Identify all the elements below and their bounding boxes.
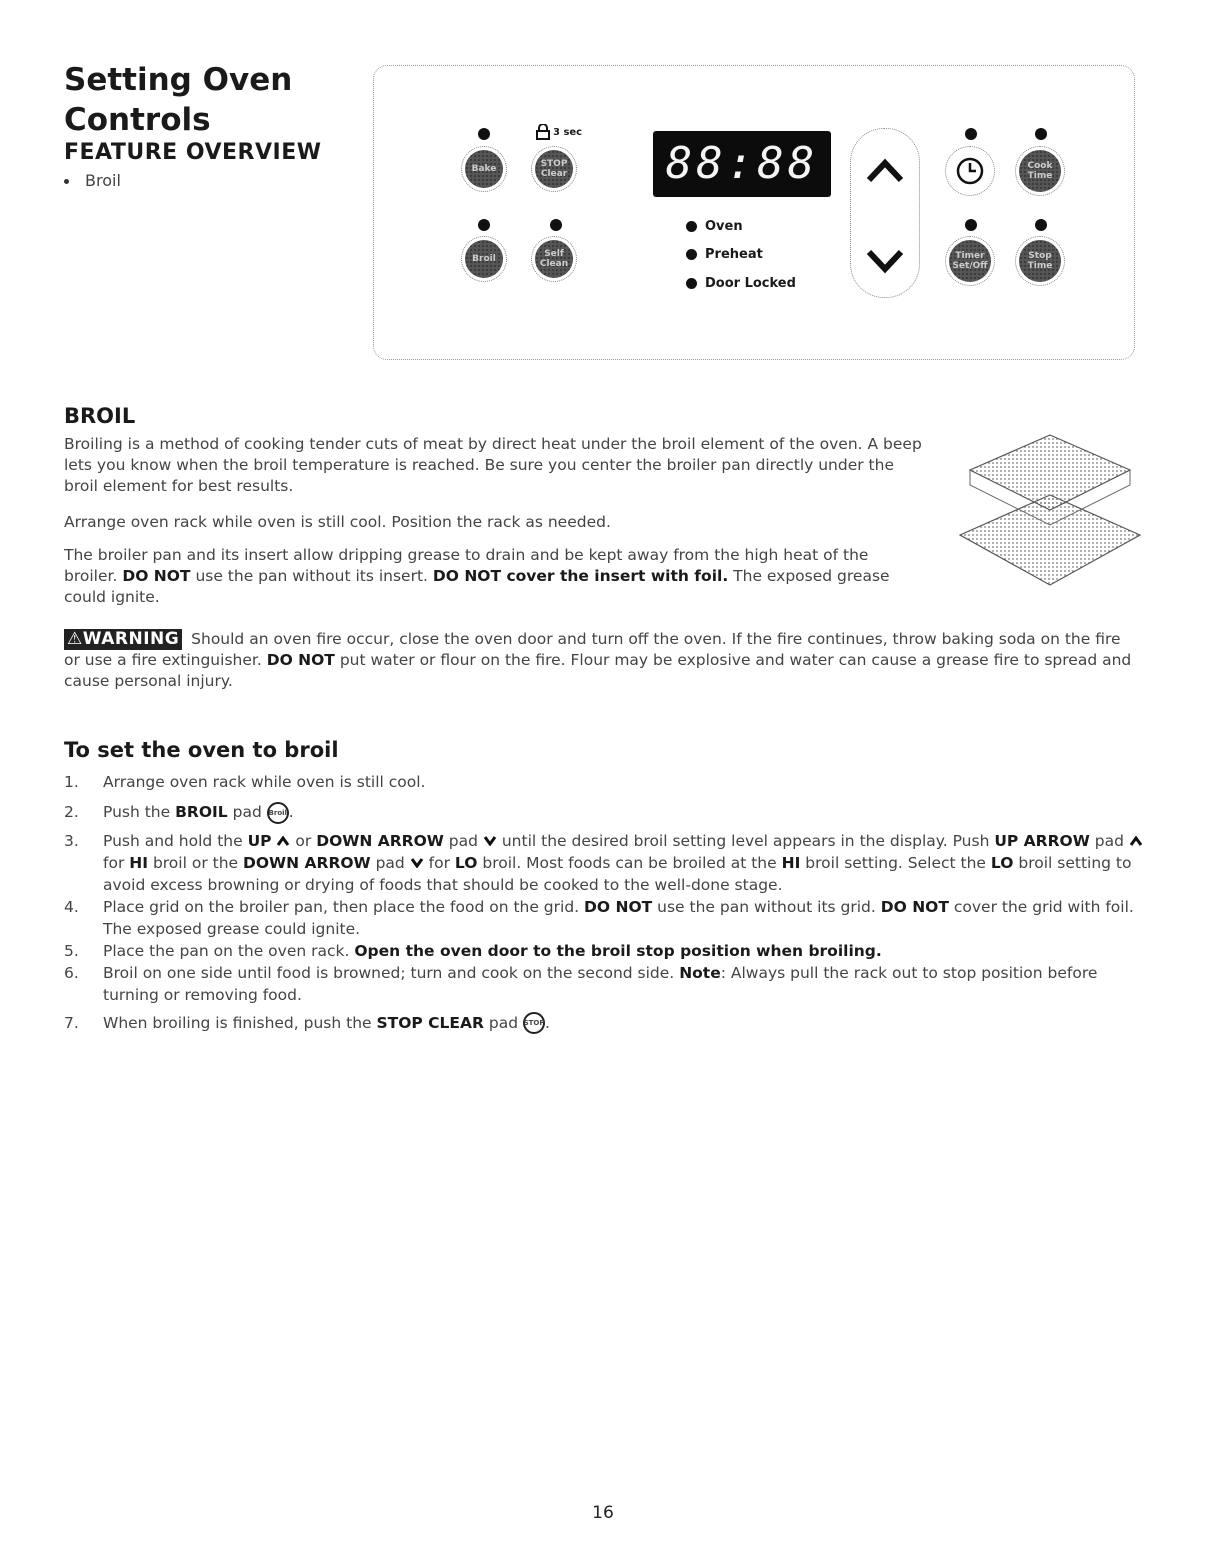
step-number: 1. [64,773,79,791]
down-arrow-icon [865,248,905,274]
text-run: for [103,853,125,872]
text-emphasis: DO NOT [266,651,335,669]
down-arrow-icon [483,836,497,846]
step-number: 7. [64,1013,79,1032]
up-arrow-icon [276,836,290,846]
led-indicator [965,128,977,140]
text-run: broil. Most foods can be broiled at the [482,853,777,872]
list-item [64,771,1144,793]
list-item: 7. When broiling is finished, push the STOP CLEAR pad STOP. [64,1012,1144,1035]
text-run: Arrange oven rack while oven is still cool. [103,773,426,791]
text-emphasis: DO NOT [880,897,949,916]
led-indicator [965,219,977,231]
warning-label: WARNING [82,629,180,649]
cook-time-pad-label: Cook Time [1019,150,1061,192]
list-item: 2. Push the BROIL pad Broil . [64,801,1144,824]
self-clean-pad-label: Self Clean [535,240,573,278]
led-indicator [478,219,490,231]
list-item [64,896,1144,940]
down-arrow-icon [410,858,424,868]
text-run: broil setting to avoid excess browning or drying of foods that should be cooked to the well-done stage. [103,853,1132,894]
broil-pad-icon: Broil [267,802,289,824]
broil-paragraph-2: Arrange oven rack while oven is still cool. Position the rack as needed. [64,513,611,531]
text-emphasis: DO NOT [122,567,191,585]
text-run: pad [1094,831,1124,850]
text-run: use the pan without its insert. [195,567,428,585]
bake-pad[interactable] [461,146,507,192]
text-run: Broil on one side until food is browned; turn and cook on the second side. [103,963,675,982]
list-item [64,940,1144,962]
step-number: 3. [64,831,79,850]
text-emphasis: DOWN ARROW [316,831,444,850]
step-number: 2. [64,803,79,821]
step-number: 6. [64,963,79,982]
text-emphasis: UP [247,831,272,850]
preheat-indicator-label: Preheat [705,247,763,262]
text-run: When broiling is finished, push the [103,1013,372,1032]
up-arrow-pad[interactable] [855,141,915,201]
text-run: Push the [103,803,171,821]
stop-clear-pad-icon: STOP [523,1012,545,1034]
timer-pad[interactable] [945,236,995,286]
broil-pad[interactable] [461,236,507,282]
text-run: pad [448,831,478,850]
text-run: broil setting. Select the [805,853,986,872]
broiler-pan-illustration [955,425,1145,595]
stop-clear-pad-label: STOP Clear [535,150,573,188]
section-subtitle: FEATURE OVERVIEW [64,140,322,165]
stop-time-pad-label: Stop Time [1019,240,1061,282]
text-emphasis: DO NOT [584,897,653,916]
clock-pad[interactable] [945,146,995,196]
text-run: put water or flour on the fire. Flour may be explosive and water can cause a grease fire to spread and cause personal injury. [64,651,1132,690]
led-indicator [478,128,490,140]
text-run: pad [488,1013,519,1032]
text-run: use the pan without its grid. [657,897,876,916]
oven-indicator-label: Oven [705,219,743,234]
broil-steps-list [64,771,1144,1034]
text-run: The broiler pan and its insert allow dripping grease to drain and be kept away from the high heat of the broiler. [64,546,869,585]
up-arrow-icon [1129,836,1143,846]
broil-pad-label: Broil [465,240,503,278]
broil-paragraph-3 [64,545,924,608]
text-emphasis: STOP CLEAR [376,1013,484,1032]
led-indicator [550,219,562,231]
up-arrow-icon [865,158,905,184]
broil-heading: BROIL [64,404,136,428]
oven-indicator [686,219,743,234]
stop-clear-pad[interactable] [531,146,577,192]
bake-pad-label: Bake [465,150,503,188]
text-run: The exposed grease could ignite. [64,567,890,606]
led-indicator [1035,128,1047,140]
text-run: Place the pan on the oven rack. [103,941,350,960]
door-locked-indicator [686,276,796,291]
door-locked-indicator-label: Door Locked [705,276,796,291]
text-emphasis: BROIL [175,803,228,821]
clock-icon [955,156,985,186]
digital-display: 88:88 [653,131,831,197]
text-run: : Always pull the rack out to stop position before turning or removing food. [103,963,1098,1004]
page-title: Setting Oven Controls [64,62,293,138]
lock-icon [536,124,550,144]
text-run: Place grid on the broiler pan, then place the food on the grid. [103,897,580,916]
text-run: pad [375,853,405,872]
text-run: until the desired broil setting level appears in the display. Push [501,831,990,850]
control-panel-illustration [373,65,1135,360]
text-emphasis: LO [454,853,478,872]
text-run: pad [232,803,262,821]
self-clean-pad[interactable] [531,236,577,282]
down-arrow-pad[interactable] [855,231,915,291]
step-number: 4. [64,897,79,916]
text-emphasis: UP ARROW [994,831,1090,850]
preheat-indicator [686,247,763,262]
timer-pad-label: Timer Set/Off [949,240,991,282]
list-item [64,830,1144,896]
text-run: Should an oven fire occur, close the oven door and turn off the oven. If the fire continues, throw baking soda on the fire or use a fire extinguisher. [64,630,1121,669]
howto-heading: To set the oven to broil [64,738,339,762]
text-emphasis: LO [990,853,1014,872]
text-run: for [428,853,450,872]
text-run: Push and hold the [103,831,243,850]
step-number: 5. [64,941,79,960]
warning-paragraph [64,629,1134,692]
list-item [64,962,1144,1006]
stop-time-pad[interactable] [1015,236,1065,286]
lock-duration-label: 3 sec [553,127,583,138]
text-emphasis: DOWN ARROW [243,853,371,872]
text-emphasis: HI [129,853,148,872]
text-emphasis: Note [679,963,721,982]
text-run: or [295,831,312,850]
text-emphasis: Open the oven door to the broil stop position when broiling. [354,941,882,960]
feature-bullet [64,171,121,190]
warning-badge: ⚠WARNING [64,629,182,650]
text-run: broil or the [152,853,239,872]
page-number: 16 [592,1503,614,1523]
text-run: cover the grid with foil. The exposed grease could ignite. [103,897,1134,938]
broil-paragraph-1: Broiling is a method of cooking tender cuts of meat by direct heat under the broil element of the oven. A beep lets you know when the broil temperature is reached. Be sure you center the broiler pan directly under the broil element for best results. [64,435,922,495]
text-emphasis: DO NOT cover the insert with foil. [432,567,729,585]
led-indicator [1035,219,1047,231]
text-emphasis: HI [781,853,801,872]
feature-bullet-label: Broil [85,171,121,190]
cook-time-pad[interactable] [1015,146,1065,196]
